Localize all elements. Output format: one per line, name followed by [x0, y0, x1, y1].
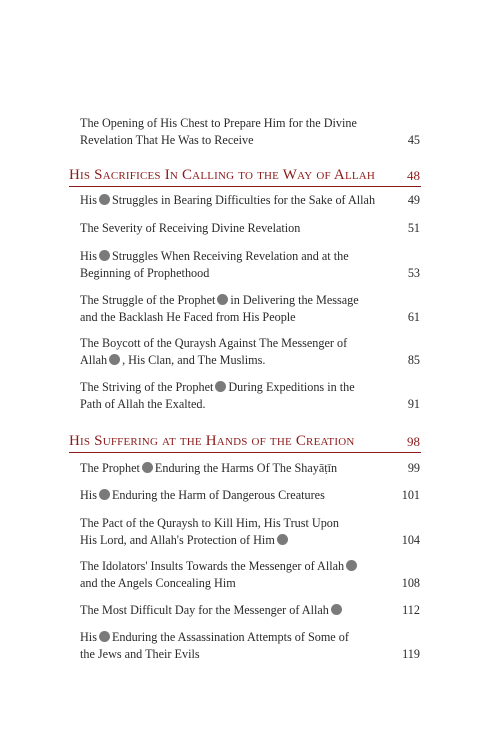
seal-icon	[109, 354, 120, 365]
entry-text: Struggles When Receiving Revelation and at the	[111, 249, 349, 263]
toc-entry-page: 53	[407, 265, 420, 280]
toc-entry-page: 104	[401, 532, 420, 547]
toc-entry-title	[80, 602, 380, 619]
entry-text: His	[80, 488, 97, 502]
seal-icon	[99, 250, 110, 261]
seal-icon	[215, 381, 226, 392]
entry-text: The Pact of the Quraysh to Kill Him, His Trust Upon	[80, 516, 339, 530]
toc-entry	[80, 602, 422, 619]
entry-text: Enduring the Assassination Attempts of Some of	[111, 630, 349, 644]
seal-icon	[142, 462, 153, 473]
entry-text: , His Clan, and The Muslims.	[122, 352, 266, 367]
toc-entry	[80, 292, 422, 325]
toc-entry-page: 45	[407, 132, 420, 147]
toc-entry-page: 51	[407, 221, 420, 235]
toc-entry	[80, 115, 422, 148]
seal-icon	[277, 534, 288, 545]
toc-entry	[80, 629, 422, 662]
entry-text: and the Angels Concealing Him	[80, 575, 236, 590]
entry-text: in Delivering the Message	[230, 293, 359, 307]
toc-entry	[80, 220, 422, 237]
toc-section-heading	[69, 167, 421, 187]
toc-entry-page: 119	[402, 646, 420, 661]
toc-entry	[80, 487, 422, 504]
toc-entry-title	[80, 558, 380, 591]
toc-entry-title	[80, 248, 380, 281]
toc-entry-page: 61	[407, 309, 420, 324]
toc-entry-page: 112	[402, 603, 420, 617]
toc-entry-title	[80, 515, 380, 548]
toc-entry	[80, 379, 422, 412]
entry-line: Revelation That He Was to Receive	[80, 132, 254, 147]
entry-text: Path of Allah the Exalted.	[80, 396, 206, 411]
section-title: His Sacrifices In Calling to the Way of Allah	[69, 167, 376, 183]
toc-entry-title	[80, 487, 380, 504]
section-title: His Suffering at the Hands of the Creation	[69, 433, 355, 449]
entry-text: Beginning of Prophethood	[80, 265, 210, 280]
toc-entry	[80, 192, 422, 209]
entry-text: The Idolators' Insults Towards the Messenger of Allah	[80, 559, 345, 573]
entry-text: Enduring the Harm of Dangerous Creatures	[111, 488, 325, 502]
toc-entry-title	[80, 379, 380, 412]
toc-entry-page: 101	[401, 488, 420, 502]
toc-entry-page: 108	[401, 575, 420, 590]
seal-icon	[331, 604, 342, 615]
toc-entry-page: 91	[407, 396, 420, 411]
toc-entry-title	[80, 220, 380, 237]
entry-text: During Expeditions in the	[228, 380, 355, 394]
toc-entry	[80, 515, 422, 548]
toc-entry	[80, 558, 422, 591]
entry-text: His	[80, 630, 97, 644]
entry-text: Allah	[80, 352, 108, 367]
entry-text: The Boycott of the Quraysh Against The Messenger of	[80, 336, 348, 350]
entry-text: His Lord, and Allah's Protection of Him	[80, 532, 275, 547]
entry-text: The Prophet	[80, 461, 140, 475]
entry-text: The Striving of the Prophet	[80, 380, 214, 394]
seal-icon	[99, 631, 110, 642]
toc-entry-title	[80, 335, 380, 368]
entry-text: The Most Difficult Day for the Messenger of Allah	[80, 603, 329, 617]
entry-line: The Opening of His Chest to Prepare Him for the Divine	[80, 116, 357, 130]
entry-text: Struggles in Bearing Difficulties for the Sake of Allah	[111, 193, 376, 207]
entry-text: and the Backlash He Faced from His People	[80, 309, 296, 324]
toc-entry-page: 49	[407, 193, 420, 207]
entry-text: the Jews and Their Evils	[80, 646, 200, 661]
entry-text: The Struggle of the Prophet	[80, 293, 216, 307]
seal-icon	[99, 489, 110, 500]
toc-entry-title	[80, 629, 380, 662]
section-page: 48	[407, 168, 420, 183]
entry-text: His	[80, 193, 97, 207]
toc-entry	[80, 460, 422, 477]
toc-entry	[80, 248, 422, 281]
toc-entry-title	[80, 115, 380, 148]
entry-text: His	[80, 249, 97, 263]
toc-entry-page: 99	[407, 461, 420, 475]
toc-section-heading	[69, 433, 421, 453]
section-page: 98	[407, 434, 420, 449]
toc-entry-title	[80, 460, 380, 477]
entry-text: The Severity of Receiving Divine Revelation	[80, 221, 301, 235]
toc-entry-title	[80, 192, 380, 209]
toc-entry	[80, 335, 422, 368]
toc-entry-page: 85	[407, 352, 420, 367]
toc-entry-title	[80, 292, 380, 325]
seal-icon	[346, 560, 357, 571]
seal-icon	[99, 194, 110, 205]
seal-icon	[217, 294, 228, 305]
entry-text: Enduring the Harms Of The Shayāṭīn	[154, 461, 338, 475]
